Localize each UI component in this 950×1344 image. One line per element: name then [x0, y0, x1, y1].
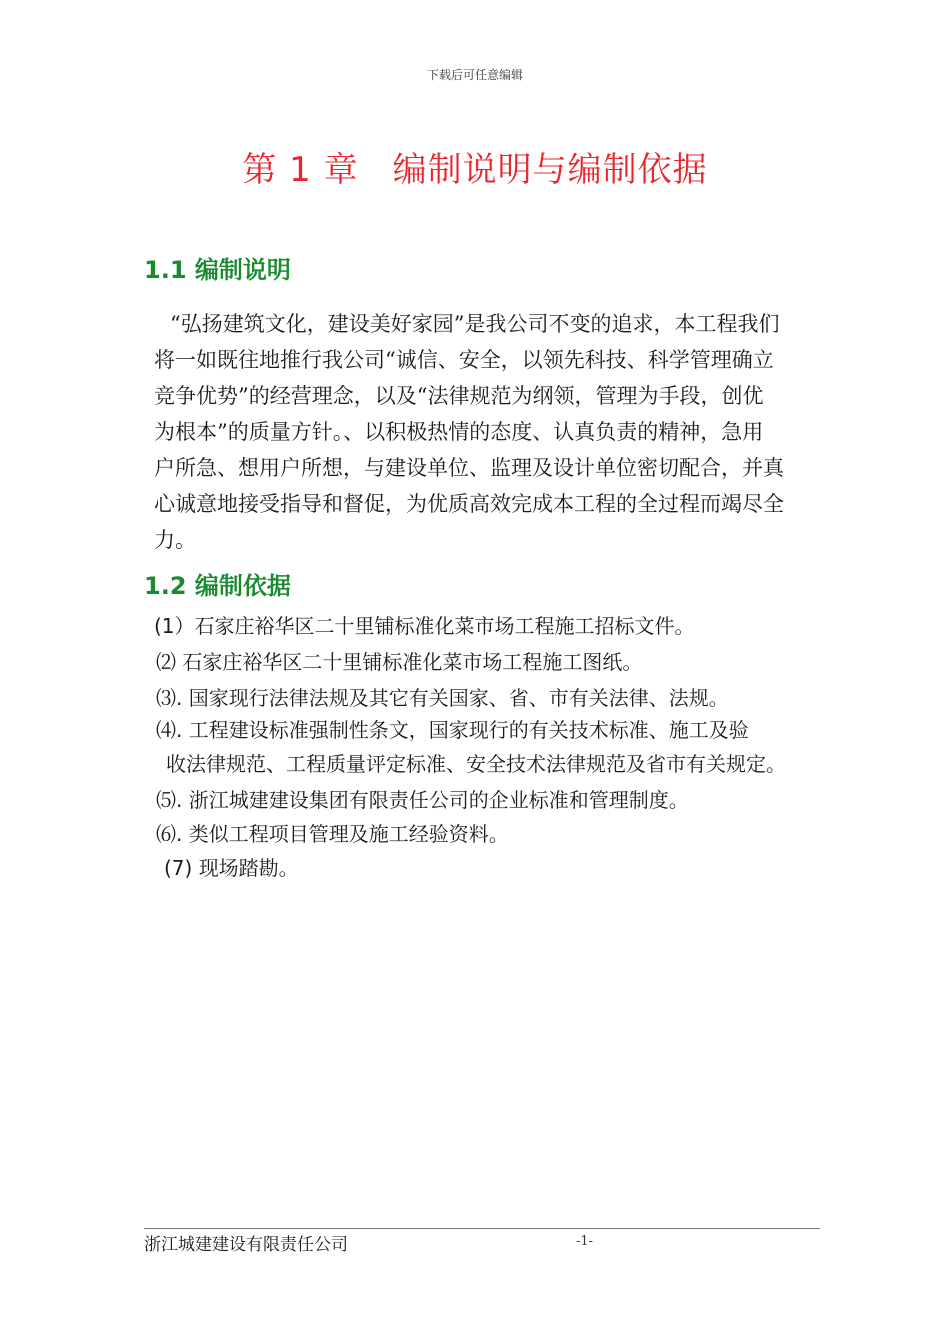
paragraph-line: 竞争优势”的经营理念，以及“法律规范为纲领，管理为手段，创优	[154, 384, 764, 408]
paragraph-line: 心诚意地接受指导和督促，为优质高效完成本工程的全过程而竭尽全	[154, 492, 784, 516]
section-1-1-paragraph	[154, 306, 844, 558]
basis-item-7: (7) 现场踏勘。	[164, 856, 299, 880]
basis-item-1: (1）石家庄裕华区二十里铺标准化菜市场工程施工招标文件。	[154, 614, 695, 638]
basis-item-5: ⑸. 浙江城建建设集团有限责任公司的企业标准和管理制度。	[156, 788, 689, 812]
chapter-heading	[0, 142, 950, 191]
chapter-title-text: 编制说明与编制依据	[392, 150, 708, 190]
paragraph-line: 户所急、想用户所想，与建设单位、监理及设计单位密切配合，并真	[154, 456, 784, 480]
paragraph-line: 将一如既往地推行我公司“诚信、安全，以领先科技、科学管理确立	[154, 348, 774, 372]
page-header-note: 下载后可任意编辑	[426, 68, 523, 82]
basis-item-4: ⑷. 工程建设标准强制性条文，国家现行的有关技术标准、施工及验	[156, 718, 749, 742]
footer-company-name: 浙江城建建设有限责任公司	[144, 1235, 348, 1255]
paragraph-line: “弘扬建筑文化，建设美好家园”是我公司不变的追求，本工程我们	[170, 312, 780, 336]
section-heading-1-1: 1.1 编制说明	[144, 256, 291, 284]
basis-item-2: ⑵ 石家庄裕华区二十里铺标准化菜市场工程施工图纸。	[156, 650, 643, 674]
chapter-number: 第 1 章	[242, 150, 359, 190]
paragraph-line: 为根本”的质量方针。、以积极热情的态度、认真负责的精神，急用	[154, 420, 764, 444]
section-heading-1-2: 1.2 编制依据	[144, 572, 291, 600]
paragraph-line: 力。	[154, 528, 196, 552]
footer-page-number: -1-	[576, 1234, 594, 1249]
footer-divider	[144, 1228, 820, 1229]
basis-item-6: ⑹. 类似工程项目管理及施工经验资料。	[156, 822, 509, 846]
basis-item-3: ⑶. 国家现行法律法规及其它有关国家、省、市有关法律、法规。	[156, 686, 729, 710]
basis-item-4-continued: 收法律规范、工程质量评定标准、安全技术法律规范及省市有关规定。	[166, 752, 786, 776]
